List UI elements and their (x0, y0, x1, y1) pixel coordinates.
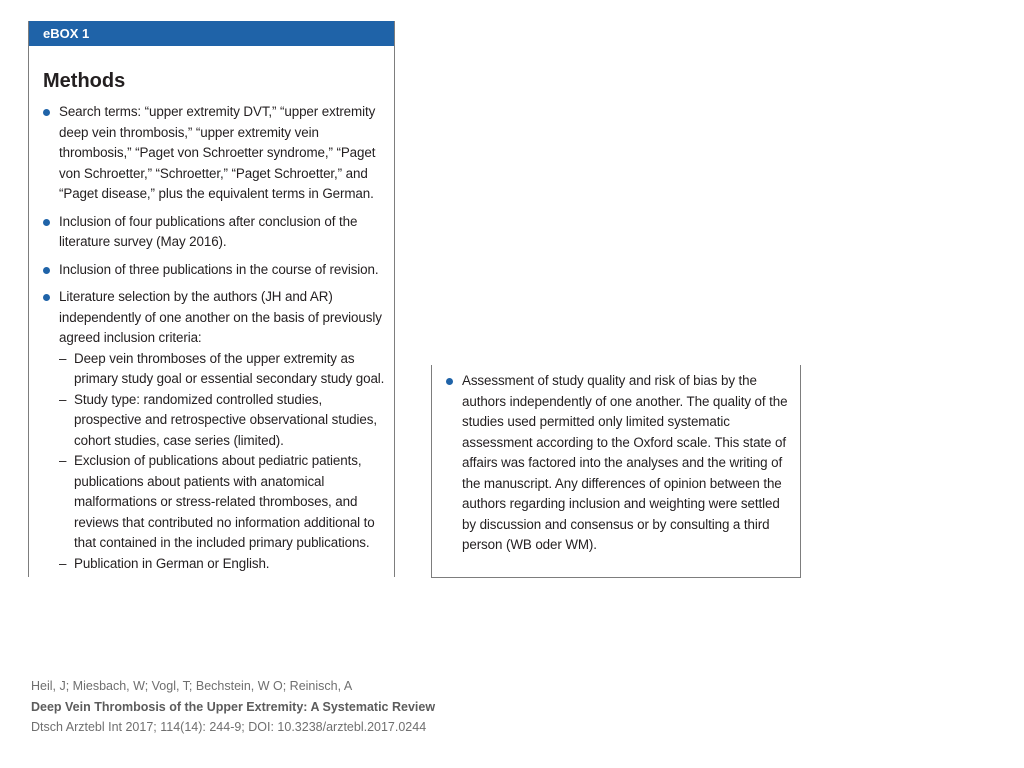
sublist-item-text: Publication in German or English. (74, 555, 270, 571)
dash-icon: – (59, 555, 67, 571)
bullet-icon (43, 267, 50, 274)
methods-list (29, 102, 394, 574)
bullet-icon (43, 294, 50, 301)
list-item-text: Search terms: “upper extremity DVT,” “upper extremity deep vein thrombosis,” “upper extremity vein thrombosis,” “Paget von Schroetter syndrome,” “Paget von Schroetter,” “Schroetter,” “Paget Schroetter,” and “Paget disease,” plus the equivalent terms in German. (59, 104, 376, 201)
sublist-item-text: Exclusion of publications about pediatric patients, publications about patients with anatomical malformations or stress-related thromboses, and reviews that contributed no information additional to that contained in the included primary publications. (74, 453, 375, 550)
sublist-item-text: Study type: randomized controlled studies, prospective and retrospective observational studies, cohort studies, case series (limited). (74, 391, 377, 448)
ebox-left-column (28, 21, 395, 577)
list-item-text: Inclusion of four publications after conclusion of the literature survey (May 2016). (59, 213, 358, 249)
dash-icon: – (59, 350, 67, 366)
citation-authors: Heil, J; Miesbach, W; Vogl, T; Bechstein, W O; Reinisch, A (31, 679, 353, 693)
ebox-right-column (431, 365, 801, 578)
citation-title: Deep Vein Thrombosis of the Upper Extremity: A Systematic Review (31, 699, 436, 714)
list-item-text: Literature selection by the authors (JH and AR) independently of one another on the basis of previously agreed inclusion criteria: (59, 289, 382, 345)
ebox-title: Methods (43, 70, 126, 92)
bullet-icon (446, 378, 453, 385)
sublist-item (59, 349, 386, 390)
bullet-icon (43, 219, 50, 226)
sublist-item-text: Deep vein thromboses of the upper extremity as primary study goal or essential secondary study goal. (74, 350, 385, 386)
dash-icon: – (59, 391, 67, 407)
list-item-text: Inclusion of three publications in the course of revision. (59, 261, 379, 277)
sublist-item (59, 390, 386, 452)
sublist-item (59, 451, 386, 554)
list-item (59, 260, 386, 281)
dash-icon: – (59, 453, 67, 468)
list-item (59, 287, 386, 574)
sublist-item (59, 554, 386, 575)
list-item (462, 371, 788, 556)
criteria-sublist (59, 349, 386, 575)
bullet-icon (43, 109, 50, 116)
citation (31, 676, 435, 738)
citation-journal: Dtsch Arztebl Int 2017; 114(14): 244-9; DOI: 10.3238/arztebl.2017.0244 (31, 720, 427, 734)
list-item (59, 102, 386, 205)
list-item-text: Assessment of study quality and risk of bias by the authors independently of one another. The quality of the studies used permitted only limited systematic assessment according to the Oxford scale. This state of affairs was factored into the analyses and the writing of the manuscript. Any differences of opinion between the authors regarding inclusion and weighting were settled by discussion and consensus or by consulting a third person (WB oder WM). (462, 373, 788, 552)
methods-list-continued (432, 371, 800, 556)
ebox-header: eBOX 1 (29, 21, 394, 46)
list-item (59, 212, 386, 253)
